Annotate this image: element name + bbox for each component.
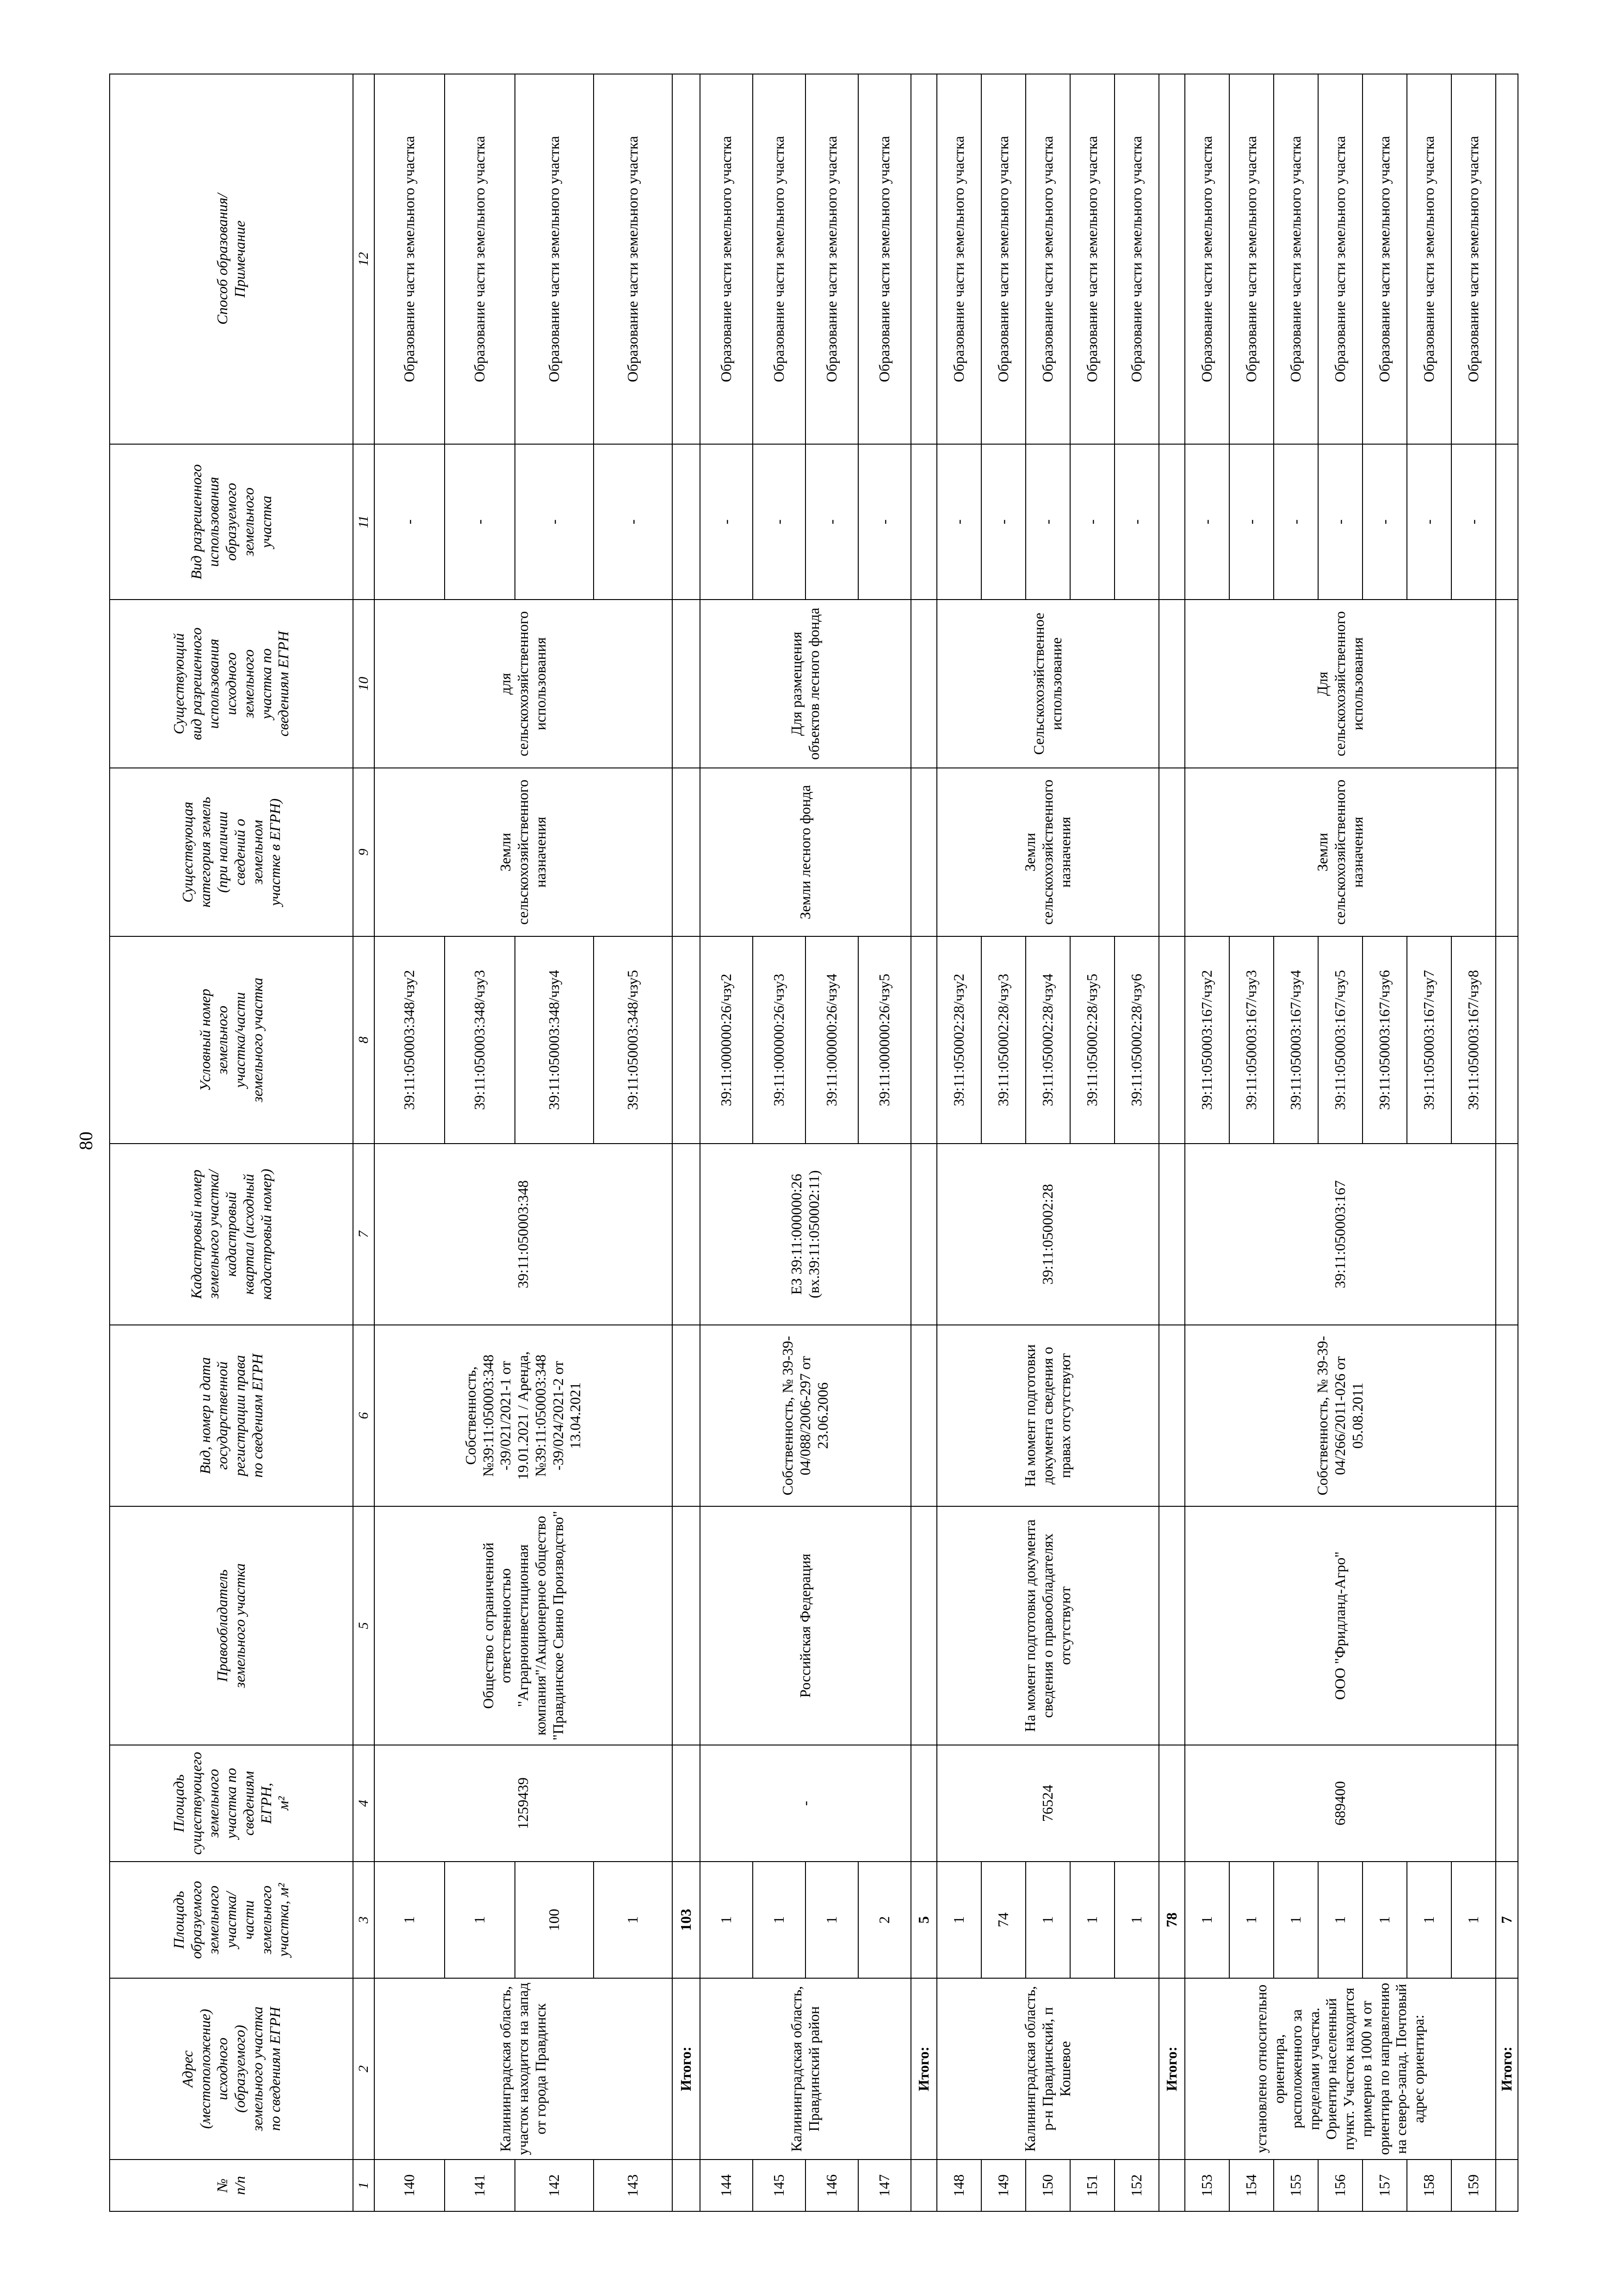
row-number: 156 bbox=[1318, 2160, 1363, 2211]
new-use-cell: - bbox=[1229, 444, 1274, 600]
area-cell: 1 bbox=[1185, 1862, 1229, 1978]
method-cell: Образование части земельного участка bbox=[1115, 74, 1159, 444]
area-cell: 1 bbox=[445, 1862, 515, 1978]
area-cell: 1 bbox=[937, 1862, 981, 1978]
col-num: 8 bbox=[353, 936, 374, 1144]
total-value: 78 bbox=[1159, 1862, 1185, 1978]
conditional-number-cell: 39:11:050003:348/чзу2 bbox=[374, 936, 445, 1144]
header-area-existing: Площадь существующего земельного участка по сведениям ЕГРН, м² bbox=[110, 1745, 353, 1862]
existing-area-cell: 689400 bbox=[1185, 1745, 1496, 1862]
row-number: 140 bbox=[374, 2160, 445, 2211]
empty-cell bbox=[1496, 1506, 1518, 1745]
table-row bbox=[1274, 74, 1318, 2211]
table-row bbox=[700, 74, 753, 2211]
total-row bbox=[1496, 74, 1518, 2211]
row-number: 159 bbox=[1451, 2160, 1496, 2211]
owner-cell: На момент подготовки документа сведения о правообладателях отсутствуют bbox=[937, 1506, 1159, 1745]
total-row bbox=[672, 74, 700, 2211]
page-number: 80 bbox=[75, 1132, 96, 1150]
address-cell: Калининградская область, р-н Правдинский, п Кошевое bbox=[937, 1978, 1159, 2160]
new-use-cell: - bbox=[753, 444, 805, 600]
existing-area-cell: - bbox=[700, 1745, 911, 1862]
conditional-number-cell: 39:11:050002:28/чзу3 bbox=[981, 936, 1026, 1144]
rotated-table-container bbox=[109, 75, 1611, 2212]
method-cell: Образование части земельного участка bbox=[858, 74, 911, 444]
empty-cell bbox=[1159, 600, 1185, 768]
cadastral-cell: ЕЗ 39:11:000000:26 (вх.39:11:050002:11) bbox=[700, 1144, 911, 1325]
method-cell: Образование части земельного участка bbox=[1274, 74, 1318, 444]
col-num: 9 bbox=[353, 768, 374, 936]
rights-cell: Собственность, № 39-39-04/088/2006-297 от 23.06.2006 bbox=[700, 1325, 911, 1506]
empty-cell bbox=[672, 1745, 700, 1862]
table-row bbox=[1451, 74, 1496, 2211]
empty-cell bbox=[911, 768, 937, 936]
owner-cell: Общество с ограниченной ответственностью "Аграрноинвестиционная компания"/Акционерное общество "Правдинское Свино Производство" bbox=[374, 1506, 672, 1745]
area-cell: 1 bbox=[374, 1862, 445, 1978]
conditional-number-cell: 39:11:050003:167/чзу4 bbox=[1274, 936, 1318, 1144]
area-cell: 2 bbox=[858, 1862, 911, 1978]
empty-cell bbox=[1496, 936, 1518, 1144]
table-row bbox=[594, 74, 672, 2211]
conditional-number-cell: 39:11:050002:28/чзу6 bbox=[1115, 936, 1159, 1144]
conditional-number-cell: 39:11:000000:26/чзу3 bbox=[753, 936, 805, 1144]
conditional-number-cell: 39:11:050002:28/чзу2 bbox=[937, 936, 981, 1144]
col-num: 2 bbox=[353, 1978, 374, 2160]
table-row bbox=[1115, 74, 1159, 2211]
conditional-number-cell: 39:11:050003:167/чзу8 bbox=[1451, 936, 1496, 1144]
conditional-number-cell: 39:11:050003:348/чзу4 bbox=[515, 936, 594, 1144]
cadastral-cell: 39:11:050003:348 bbox=[374, 1144, 672, 1325]
existing-use-cell: Для сельскохозяйственного использования bbox=[1185, 600, 1496, 768]
existing-use-cell: Для размещения объектов лесного фонда bbox=[700, 600, 911, 768]
table-row bbox=[1318, 74, 1363, 2211]
method-cell: Образование части земельного участка bbox=[1026, 74, 1070, 444]
area-cell: 1 bbox=[1229, 1862, 1274, 1978]
new-use-cell: - bbox=[1070, 444, 1115, 600]
table-row bbox=[374, 74, 445, 2211]
address-cell: Калининградская область, Правдинский район bbox=[700, 1978, 911, 2160]
header-existing-use: Существующий вид разрешенного использования исходного земельного участка по сведениям ЕГРН bbox=[110, 600, 353, 768]
empty-cell bbox=[672, 1506, 700, 1745]
table-row bbox=[937, 74, 981, 2211]
area-cell: 1 bbox=[1451, 1862, 1496, 1978]
column-number-row bbox=[353, 74, 374, 2211]
col-num: 1 bbox=[353, 2160, 374, 2211]
empty-cell bbox=[1159, 936, 1185, 1144]
table-row bbox=[1185, 74, 1229, 2211]
total-label: Итого: bbox=[911, 1978, 937, 2160]
row-number: 142 bbox=[515, 2160, 594, 2211]
method-cell: Образование части земельного участка bbox=[753, 74, 805, 444]
empty-cell bbox=[911, 1745, 937, 1862]
area-cell: 1 bbox=[1026, 1862, 1070, 1978]
col-num: 5 bbox=[353, 1506, 374, 1745]
conditional-number-cell: 39:11:000000:26/чзу5 bbox=[858, 936, 911, 1144]
row-number: 149 bbox=[981, 2160, 1026, 2211]
row-number: 141 bbox=[445, 2160, 515, 2211]
header-number: № п/п bbox=[110, 2160, 353, 2211]
empty-cell bbox=[1159, 444, 1185, 600]
conditional-number-cell: 39:11:050003:348/чзу5 bbox=[594, 936, 672, 1144]
total-label: Итого: bbox=[1159, 1978, 1185, 2160]
method-cell: Образование части земельного участка bbox=[445, 74, 515, 444]
new-use-cell: - bbox=[594, 444, 672, 600]
header-area-new: Площадь образуемого земельного участка/ части земельного участка, м² bbox=[110, 1862, 353, 1978]
new-use-cell: - bbox=[374, 444, 445, 600]
table-row bbox=[1070, 74, 1115, 2211]
header-address: Адрес (местоположение) исходного (образуемого) земельного участка по сведениям ЕГРН bbox=[110, 1978, 353, 2160]
method-cell: Образование части земельного участка bbox=[805, 74, 858, 444]
address-cell: Калининградская область, участок находится на запад от города Правдинск bbox=[374, 1978, 672, 2160]
row-number: 152 bbox=[1115, 2160, 1159, 2211]
col-num: 4 bbox=[353, 1745, 374, 1862]
existing-use-cell: для сельскохозяйственного использования bbox=[374, 600, 672, 768]
header-row bbox=[110, 74, 353, 2211]
empty-cell bbox=[1496, 74, 1518, 444]
new-use-cell: - bbox=[937, 444, 981, 600]
existing-area-cell: 1259439 bbox=[374, 1745, 672, 1862]
new-use-cell: - bbox=[1274, 444, 1318, 600]
conditional-number-cell: 39:11:000000:26/чзу4 bbox=[805, 936, 858, 1144]
area-cell: 1 bbox=[805, 1862, 858, 1978]
header-conditional-number: Условный номер земельного участка/части земельного участка bbox=[110, 936, 353, 1144]
total-value: 103 bbox=[672, 1862, 700, 1978]
area-cell: 1 bbox=[1318, 1862, 1363, 1978]
table-row bbox=[858, 74, 911, 2211]
empty-cell bbox=[672, 1144, 700, 1325]
conditional-number-cell: 39:11:050003:167/чзу6 bbox=[1363, 936, 1407, 1144]
empty-cell bbox=[911, 74, 937, 444]
area-cell: 74 bbox=[981, 1862, 1026, 1978]
area-cell: 1 bbox=[594, 1862, 672, 1978]
table-row bbox=[805, 74, 858, 2211]
row-number bbox=[1159, 2160, 1185, 2211]
table-row bbox=[515, 74, 594, 2211]
total-row bbox=[911, 74, 937, 2211]
conditional-number-cell: 39:11:050003:348/чзу3 bbox=[445, 936, 515, 1144]
method-cell: Образование части земельного участка bbox=[594, 74, 672, 444]
conditional-number-cell: 39:11:050003:167/чзу7 bbox=[1407, 936, 1451, 1144]
table-row bbox=[1363, 74, 1407, 2211]
new-use-cell: - bbox=[515, 444, 594, 600]
category-cell: Земли лесного фонда bbox=[700, 768, 911, 936]
empty-cell bbox=[672, 600, 700, 768]
area-cell: 1 bbox=[1070, 1862, 1115, 1978]
empty-cell bbox=[1496, 600, 1518, 768]
method-cell: Образование части земельного участка bbox=[374, 74, 445, 444]
empty-cell bbox=[1496, 1325, 1518, 1506]
empty-cell bbox=[672, 444, 700, 600]
land-plots-table bbox=[109, 74, 1518, 2212]
row-number: 157 bbox=[1363, 2160, 1407, 2211]
new-use-cell: - bbox=[1185, 444, 1229, 600]
new-use-cell: - bbox=[805, 444, 858, 600]
empty-cell bbox=[911, 1144, 937, 1325]
empty-cell bbox=[1159, 1325, 1185, 1506]
row-number: 146 bbox=[805, 2160, 858, 2211]
col-num: 11 bbox=[353, 444, 374, 600]
row-number: 148 bbox=[937, 2160, 981, 2211]
owner-cell: ООО "Фридланд-Агро" bbox=[1185, 1506, 1496, 1745]
total-row bbox=[1159, 74, 1185, 2211]
category-cell: Земли сельскохозяйственного назначения bbox=[374, 768, 672, 936]
table-row bbox=[981, 74, 1026, 2211]
row-number: 154 bbox=[1229, 2160, 1274, 2211]
new-use-cell: - bbox=[700, 444, 753, 600]
col-num: 12 bbox=[353, 74, 374, 444]
empty-cell bbox=[672, 1325, 700, 1506]
method-cell: Образование части земельного участка bbox=[1070, 74, 1115, 444]
method-cell: Образование части земельного участка bbox=[981, 74, 1026, 444]
owner-cell: Российская Федерация bbox=[700, 1506, 911, 1745]
area-cell: 1 bbox=[753, 1862, 805, 1978]
area-cell: 1 bbox=[1363, 1862, 1407, 1978]
method-cell: Образование части земельного участка bbox=[937, 74, 981, 444]
empty-cell bbox=[1159, 768, 1185, 936]
table-row bbox=[1229, 74, 1274, 2211]
header-method: Способ образования/ Примечание bbox=[110, 74, 353, 444]
empty-cell bbox=[911, 600, 937, 768]
new-use-cell: - bbox=[1318, 444, 1363, 600]
empty-cell bbox=[911, 936, 937, 1144]
address-cell: установлено относительно ориентира, расположенного за пределами участка. Ориентир населенный пункт. Участок находится примерно в 1000 м от ориентира по направлению на северо-запад. Почтовый адрес ориентира: bbox=[1185, 1978, 1496, 2160]
row-number bbox=[672, 2160, 700, 2211]
area-cell: 1 bbox=[1407, 1862, 1451, 1978]
new-use-cell: - bbox=[981, 444, 1026, 600]
row-number bbox=[1496, 2160, 1518, 2211]
new-use-cell: - bbox=[1115, 444, 1159, 600]
category-cell: Земли сельскохозяйственного назначения bbox=[1185, 768, 1496, 936]
area-cell: 1 bbox=[1274, 1862, 1318, 1978]
header-rights: Вид, номер и дата государственной регистрации права по сведениям ЕГРН bbox=[110, 1325, 353, 1506]
method-cell: Образование части земельного участка bbox=[515, 74, 594, 444]
conditional-number-cell: 39:11:050002:28/чзу4 bbox=[1026, 936, 1070, 1144]
cadastral-cell: 39:11:050003:167 bbox=[1185, 1144, 1496, 1325]
table-row bbox=[445, 74, 515, 2211]
header-cadastral: Кадастровый номер земельного участка/ кадастровый квартал (исходный кадастровый номер) bbox=[110, 1144, 353, 1325]
empty-cell bbox=[1496, 1144, 1518, 1325]
header-category: Существующая категория земель (при наличии сведений о земельном участке в ЕГРН) bbox=[110, 768, 353, 936]
row-number: 151 bbox=[1070, 2160, 1115, 2211]
new-use-cell: - bbox=[858, 444, 911, 600]
area-cell: 1 bbox=[700, 1862, 753, 1978]
col-num: 6 bbox=[353, 1325, 374, 1506]
row-number bbox=[911, 2160, 937, 2211]
empty-cell bbox=[1496, 1745, 1518, 1862]
empty-cell bbox=[672, 74, 700, 444]
conditional-number-cell: 39:11:050003:167/чзу5 bbox=[1318, 936, 1363, 1144]
col-num: 10 bbox=[353, 600, 374, 768]
new-use-cell: - bbox=[1407, 444, 1451, 600]
method-cell: Образование части земельного участка bbox=[1229, 74, 1274, 444]
empty-cell bbox=[1159, 1144, 1185, 1325]
rights-cell: Собственность, № 39-39-04/266/2011-026 от 05.08.2011 bbox=[1185, 1325, 1496, 1506]
method-cell: Образование части земельного участка bbox=[1185, 74, 1229, 444]
empty-cell bbox=[1159, 1506, 1185, 1745]
empty-cell bbox=[911, 1325, 937, 1506]
row-number: 144 bbox=[700, 2160, 753, 2211]
table-row bbox=[1407, 74, 1451, 2211]
empty-cell bbox=[911, 444, 937, 600]
area-cell: 100 bbox=[515, 1862, 594, 1978]
rights-cell: На момент подготовки документа сведения о правах отсутствуют bbox=[937, 1325, 1159, 1506]
total-value: 7 bbox=[1496, 1862, 1518, 1978]
area-cell: 1 bbox=[1115, 1862, 1159, 1978]
row-number: 153 bbox=[1185, 2160, 1229, 2211]
conditional-number-cell: 39:11:050003:167/чзу3 bbox=[1229, 936, 1274, 1144]
row-number: 155 bbox=[1274, 2160, 1318, 2211]
row-number: 143 bbox=[594, 2160, 672, 2211]
row-number: 145 bbox=[753, 2160, 805, 2211]
empty-cell bbox=[672, 768, 700, 936]
empty-cell bbox=[1159, 74, 1185, 444]
new-use-cell: - bbox=[1363, 444, 1407, 600]
method-cell: Образование части земельного участка bbox=[1318, 74, 1363, 444]
method-cell: Образование части земельного участка bbox=[1407, 74, 1451, 444]
total-value: 5 bbox=[911, 1862, 937, 1978]
empty-cell bbox=[1159, 1745, 1185, 1862]
header-owner: Правообладатель земельного участка bbox=[110, 1506, 353, 1745]
empty-cell bbox=[911, 1506, 937, 1745]
empty-cell bbox=[672, 936, 700, 1144]
empty-cell bbox=[1496, 444, 1518, 600]
method-cell: Образование части земельного участка bbox=[1363, 74, 1407, 444]
method-cell: Образование части земельного участка bbox=[700, 74, 753, 444]
col-num: 3 bbox=[353, 1862, 374, 1978]
new-use-cell: - bbox=[1026, 444, 1070, 600]
method-cell: Образование части земельного участка bbox=[1451, 74, 1496, 444]
col-num: 7 bbox=[353, 1144, 374, 1325]
row-number: 150 bbox=[1026, 2160, 1070, 2211]
row-number: 158 bbox=[1407, 2160, 1451, 2211]
row-number: 147 bbox=[858, 2160, 911, 2211]
conditional-number-cell: 39:11:000000:26/чзу2 bbox=[700, 936, 753, 1144]
new-use-cell: - bbox=[445, 444, 515, 600]
category-cell: Земли сельскохозяйственного назначения bbox=[937, 768, 1159, 936]
total-label: Итого: bbox=[672, 1978, 700, 2160]
rights-cell: Собственность, №39:11:050003:348 -39/021/2021-1 от 19.01.2021 / Аренда, №39:11:050003:348 -39/024/2021-2 от 13.04.2021 bbox=[374, 1325, 672, 1506]
existing-use-cell: Сельскохозяйственное использование bbox=[937, 600, 1159, 768]
conditional-number-cell: 39:11:050002:28/чзу5 bbox=[1070, 936, 1115, 1144]
existing-area-cell: 76524 bbox=[937, 1745, 1159, 1862]
conditional-number-cell: 39:11:050003:167/чзу2 bbox=[1185, 936, 1229, 1144]
new-use-cell: - bbox=[1451, 444, 1496, 600]
empty-cell bbox=[1496, 768, 1518, 936]
header-new-use: Вид разрешенного использования образуемого земельного участка bbox=[110, 444, 353, 600]
cadastral-cell: 39:11:050002:28 bbox=[937, 1144, 1159, 1325]
total-label: Итого: bbox=[1496, 1978, 1518, 2160]
table-row bbox=[1026, 74, 1070, 2211]
table-row bbox=[753, 74, 805, 2211]
